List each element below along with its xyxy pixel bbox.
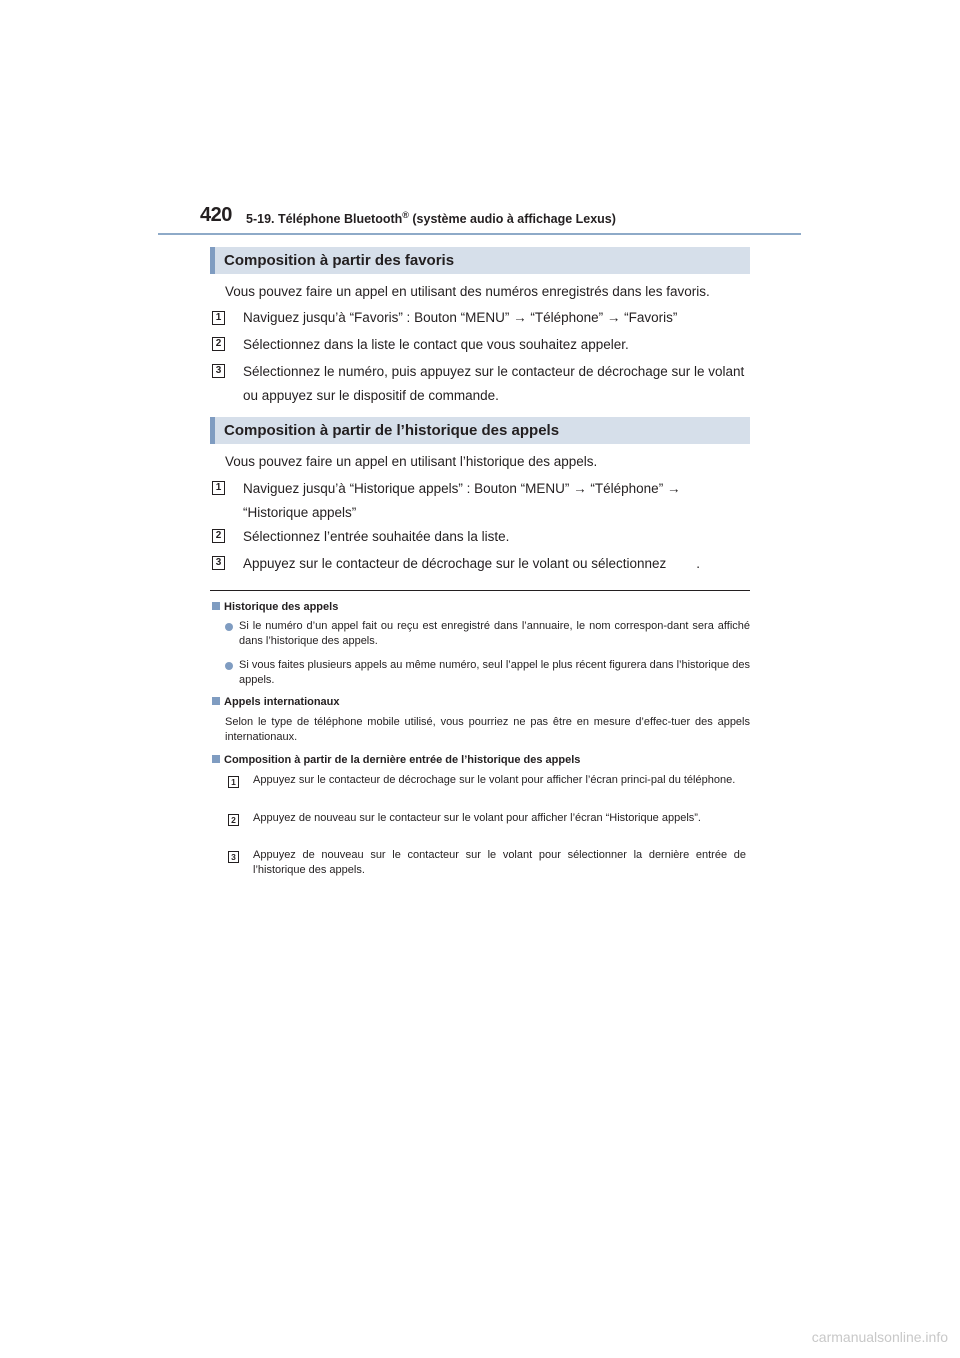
- step-text: Naviguez jusqu’à “Historique appels” : Bouton “MENU” → “Téléphone” → “Historique appels”: [243, 481, 681, 520]
- step-text: Naviguez jusqu’à “Favoris” : Bouton “MENU” → “Téléphone” → “Favoris”: [243, 310, 678, 325]
- step-number: 2: [228, 814, 239, 826]
- step-number: 3: [212, 364, 225, 378]
- note-body: Selon le type de téléphone mobile utilisé, vous pourriez ne pas être en mesure d’effec-tuer des appels internationaux.: [225, 716, 750, 743]
- step-text: Sélectionnez l’entrée souhaitée dans la liste.: [243, 529, 510, 544]
- square-bullet-icon: [212, 697, 220, 705]
- step-text: Sélectionnez dans la liste le contact que vous souhaitez appeler.: [243, 337, 629, 352]
- step-number: 1: [228, 776, 239, 788]
- step-text: Appuyez de nouveau sur le contacteur sur le volant pour afficher l’écran “Historique appels”.: [253, 812, 701, 824]
- round-bullet-icon: [225, 662, 233, 670]
- note-heading-text: Appels internationaux: [224, 696, 340, 708]
- list-item: [225, 658, 750, 688]
- section-divider: [210, 590, 750, 591]
- registered-mark: ®: [402, 210, 409, 220]
- note-heading: [212, 695, 340, 710]
- step-number: 2: [212, 529, 225, 543]
- page-header: [200, 204, 800, 230]
- step-number: 1: [212, 311, 225, 325]
- step-text: Appuyez sur le contacteur de décrochage sur le volant pour afficher l’écran princi-pal du téléphone.: [253, 774, 736, 786]
- chapter-title: [246, 210, 616, 226]
- square-bullet-icon: [212, 602, 220, 610]
- bullet-text: Si vous faites plusieurs appels au même numéro, seul l’appel le plus récent figurera dans l’historique des appels.: [239, 659, 750, 686]
- square-bullet-icon: [212, 755, 220, 763]
- step-text: Appuyez de nouveau sur le contacteur sur le volant pour sélectionner la dernière entrée de l’historique des appels.: [253, 849, 746, 876]
- chapter-title-text: 5-19. Téléphone Bluetooth: [246, 212, 403, 227]
- watermark: carmanualsonline.info: [811, 1329, 948, 1345]
- header-rule: [158, 233, 801, 235]
- step-number: 1: [212, 481, 225, 495]
- step-number: 2: [212, 337, 225, 351]
- section-intro-favorites: Vous pouvez faire un appel en utilisant des numéros enregistrés dans les favoris.: [225, 284, 710, 299]
- chapter-title-suffix: (système audio à affichage Lexus): [408, 212, 616, 227]
- note-heading: [212, 600, 338, 615]
- round-bullet-icon: [225, 623, 233, 631]
- bullet-text: Si le numéro d’un appel fait ou reçu est enregistré dans l’annuaire, le nom correspon-dant sera affiché dans l’historique des appels.: [239, 620, 750, 647]
- list-item: [225, 619, 750, 649]
- step-text: Appuyez sur le contacteur de décrochage sur le volant ou sélectionnez .: [243, 556, 701, 571]
- page-number: 420: [200, 204, 232, 226]
- section-title-favorites: Composition à partir des favoris: [210, 247, 750, 274]
- section-title-history: Composition à partir de l’historique des appels: [210, 417, 750, 444]
- section-intro-history: Vous pouvez faire un appel en utilisant l’historique des appels.: [225, 454, 598, 469]
- note-heading-text: Historique des appels: [224, 601, 339, 613]
- note-heading: [212, 753, 580, 768]
- note-heading-text: Composition à partir de la dernière entrée de l’historique des appels: [224, 754, 581, 766]
- step-text: Sélectionnez le numéro, puis appuyez sur le contacteur de décrochage sur le volant ou appuyez sur le dispositif de commande.: [243, 364, 745, 403]
- step-number: 3: [212, 556, 225, 570]
- step-number: 3: [228, 851, 239, 863]
